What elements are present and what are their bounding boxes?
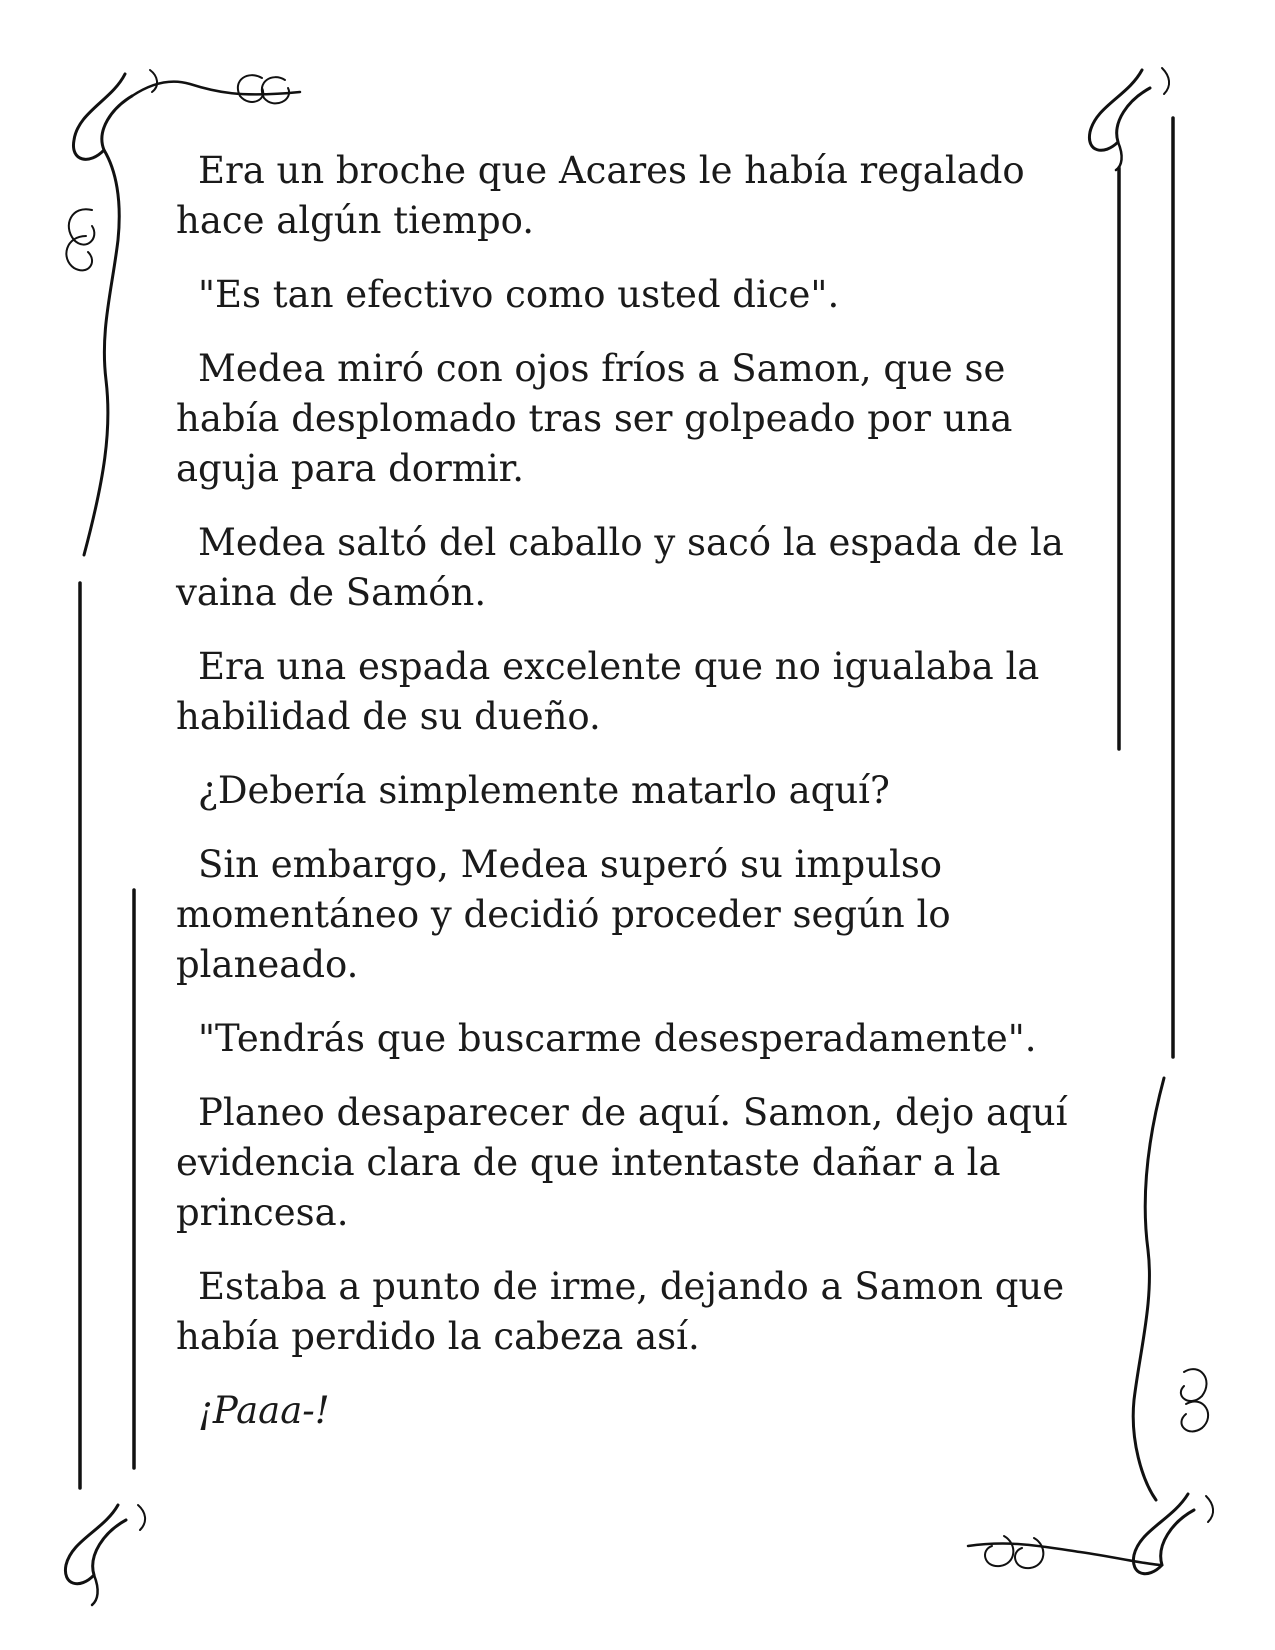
paragraph-3: Medea miró con ojos fríos a Samon, que se había desplomado tras ser golpeado por una aguja para dormir. [176,347,1013,490]
paragraph-5: Era una espada excelente que no igualaba la habilidad de su dueño. [176,645,1040,738]
paragraph-1: Era un broche que Acares le había regalado hace algún tiempo. [176,149,1025,242]
paragraph-2: "Es tan efectivo como usted dice". [198,273,840,316]
paragraph-6: ¿Debería simplemente matarlo aquí? [198,769,890,812]
story-text [176,146,1096,1460]
paragraph-9: Planeo desaparecer de aquí. Samon, dejo aquí evidencia clara de que intentaste dañar a la princesa. [176,1091,1068,1234]
bottom-left-flourish-ornament [65,1505,145,1605]
paragraph-4: Medea saltó del caballo y sacó la espada de la vaina de Samón. [176,521,1064,614]
top-right-flourish-ornament [1089,68,1169,170]
paragraph-10: Estaba a punto de irme, dejando a Samon que había perdido la cabeza así. [176,1265,1065,1358]
paragraph-11-sound-effect: ¡Paaa-! [198,1389,330,1432]
paragraph-7: Sin embargo, Medea superó su impulso momentáneo y decidió proceder según lo planeado. [176,843,951,986]
paragraph-8: "Tendrás que buscarme desesperadamente". [198,1017,1037,1060]
